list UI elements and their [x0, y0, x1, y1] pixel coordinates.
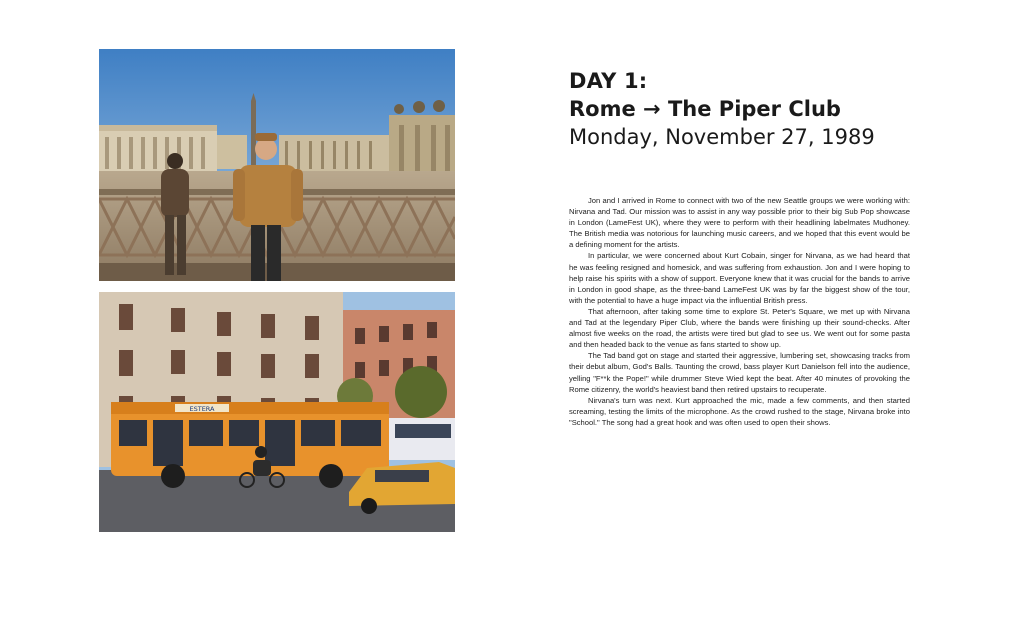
bus-destination-sign: ESTERA [189, 405, 215, 413]
paragraph-3: That afternoon, after taking some time to explore St. Peter's Square, we met up with Nirvana and Tad at the legendary Piper Club, where the bands were finishing up their sound-checks. After almost five weeks on the road, the artists were tired but glad to see us. We went out for some pasta and then headed back to the venue as fans started to show up. [569, 306, 910, 350]
photo-st-peters-square [99, 49, 455, 281]
paragraph-4: The Tad band got on stage and started their aggressive, lumbering set, showcasing tracks from their debut album, God's Balls. Taunting the crowd, bass player Kurt Danielson fell into the audience, yelling "F**k the Pope!" while drummer Steve Wied kept the beat. After 40 minutes of provoking the Rome citizenry, the world's heaviest band then retired upstairs to recuperate. [569, 351, 910, 394]
route-title [569, 95, 875, 123]
paragraph-2: In particular, we were concerned about Kurt Cobain, singer for Nirvana, as we had heard that he was feeling resigned and homesick, and was suffering from exhaustion. Jon and I were hoping to help raise his spirits with a show of support. Everyone knew that it was crucial for the bands to arrive in London in good shape, as the three-band LameFest UK was by far the biggest show of the tour, with the potential to have a huge impact via the influential British press. [569, 251, 910, 305]
chapter-heading [569, 68, 875, 151]
body-text [569, 195, 910, 428]
photo-rome-street-bus [99, 292, 455, 532]
route-from: Rome [569, 97, 636, 121]
paragraph-1: Jon and I arrived in Rome to connect with two of the new Seattle groups we were working with: Nirvana and Tad. Our mission was to assist in any way possible prior to their big Sub Pop showcase in London (LameFest UK), where they were to perform with their headlining labelmates Mudhoney. The British media was notorious for launching music careers, and we hoped that this event would be a defining moment for the artists. [569, 196, 910, 250]
arrow-right-icon: → [643, 97, 661, 121]
paragraph-5: Nirvana's turn was next. Kurt approached the mic, made a few comments, and then started screaming, testing the limits of the microphone. As the crowd rushed to the stage, Nirvana broke into "School." The song had a great hook and was often used to open their shows. [569, 395, 910, 427]
date-line: Monday, November 27, 1989 [569, 125, 875, 149]
route-to: The Piper Club [667, 97, 841, 121]
day-title: DAY 1: [569, 69, 648, 93]
